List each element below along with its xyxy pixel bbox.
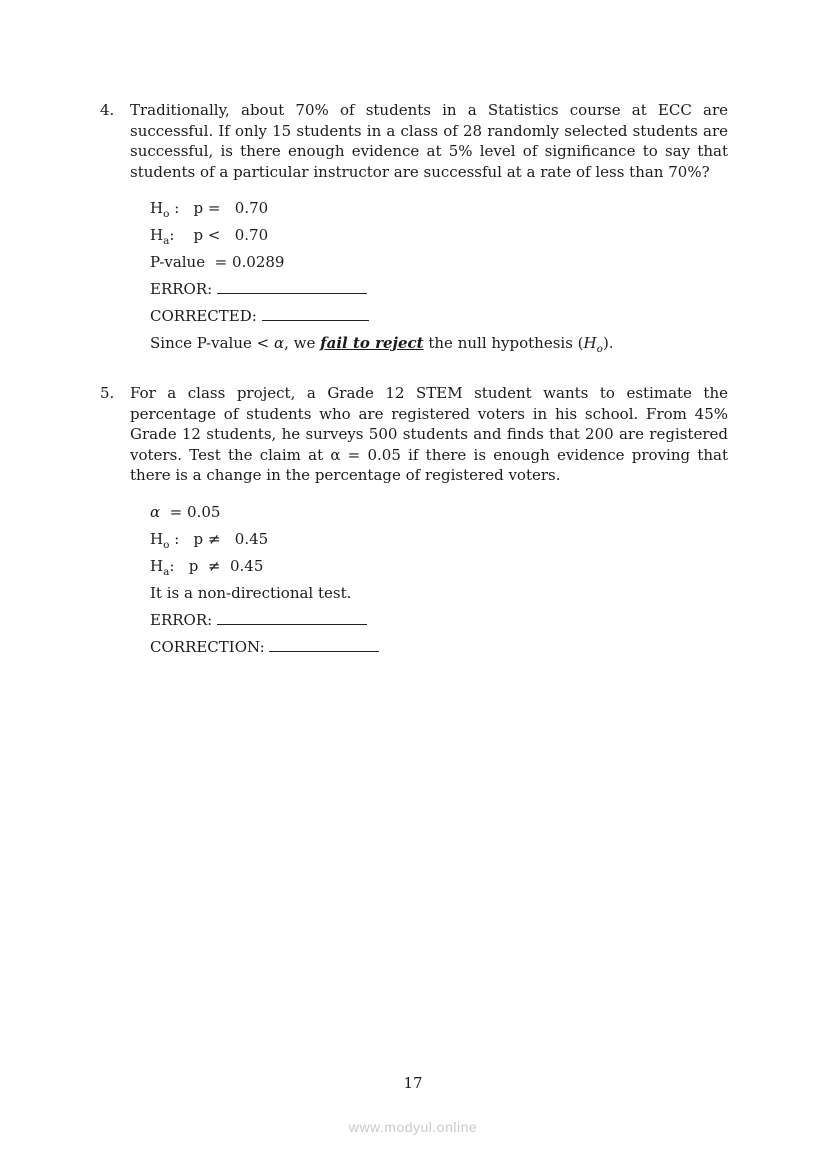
answer-line <box>150 526 728 553</box>
problem-body <box>130 100 728 357</box>
problem-statement: Traditionally, about 70% of students in a Statistics course at ECC are successful. If only 15 students in a class of 28 randomly selected students are successful, is there enough evidence at 5% level of significance to say that students of a particular instructor are successful at a rate of less than 70%? <box>130 101 728 181</box>
answer-text: : p = 0.70 <box>169 199 269 217</box>
blank-answer-line <box>269 639 379 652</box>
watermark: www.modyul.online <box>348 1119 478 1135</box>
answer-line <box>150 580 728 607</box>
answer-text: H <box>583 334 597 352</box>
answer-text: : p ≠ 0.45 <box>169 529 269 548</box>
problem-5 <box>100 383 728 661</box>
answer-line <box>150 330 728 357</box>
answer-text: CORRECTED: <box>150 307 262 325</box>
answer-text: the null hypothesis ( <box>423 334 584 352</box>
blank-answer-line <box>217 281 367 294</box>
answer-text: : p < 0.70 <box>169 226 269 244</box>
blank-answer-line <box>217 612 367 625</box>
answers-block <box>150 499 728 661</box>
answer-line <box>150 634 728 661</box>
answer-line <box>150 222 728 249</box>
answer-text: ERROR: <box>150 610 217 629</box>
answer-text: H <box>150 529 164 548</box>
problem-body <box>130 383 728 661</box>
answer-line <box>150 607 728 634</box>
answer-text: a <box>163 565 170 578</box>
problem-statement: For a class project, a Grade 12 STEM student wants to estimate the percentage of students who are registered voters in his school. From 45% Grade 12 students, he surveys 500 students and finds that 200 are registered voters. Test the claim at α = 0.05 if there is enough evidence proving that there is a change in the percentage of registered voters. <box>130 384 728 484</box>
problem-4 <box>100 100 728 357</box>
answer-text: H <box>150 556 164 575</box>
answer-text: α <box>273 334 285 352</box>
answer-line <box>150 303 728 330</box>
answer-text: P-value = 0.0289 <box>150 253 285 271</box>
answer-text: o <box>163 208 170 220</box>
answer-text: o <box>596 343 603 355</box>
answer-line <box>150 195 728 222</box>
answer-line <box>150 276 728 303</box>
answer-text: Since P-value < <box>150 334 274 352</box>
answer-text: : p ≠ 0.45 <box>169 556 264 575</box>
answer-text: ). <box>602 334 614 352</box>
answer-text: H <box>150 199 164 217</box>
page-content <box>100 100 728 661</box>
page-number: 17 <box>403 1074 423 1092</box>
answer-text: fail to reject <box>320 334 424 352</box>
answer-text: o <box>163 538 170 551</box>
answer-text: H <box>150 226 164 244</box>
blank-answer-line <box>262 308 369 321</box>
answers-block <box>150 195 728 357</box>
answer-text: = 0.05 <box>160 502 221 521</box>
answer-text: a <box>163 235 170 247</box>
answer-line <box>150 499 728 526</box>
answer-text: α <box>150 502 161 521</box>
answer-text: It is a non-directional test. <box>150 583 352 602</box>
problem-number: 4. <box>100 101 115 119</box>
problem-number: 5. <box>100 384 115 402</box>
answer-line <box>150 249 728 276</box>
answer-text: , we <box>284 334 321 352</box>
answer-text: ERROR: <box>150 280 217 298</box>
answer-line <box>150 553 728 580</box>
answer-text: CORRECTION: <box>150 637 270 656</box>
